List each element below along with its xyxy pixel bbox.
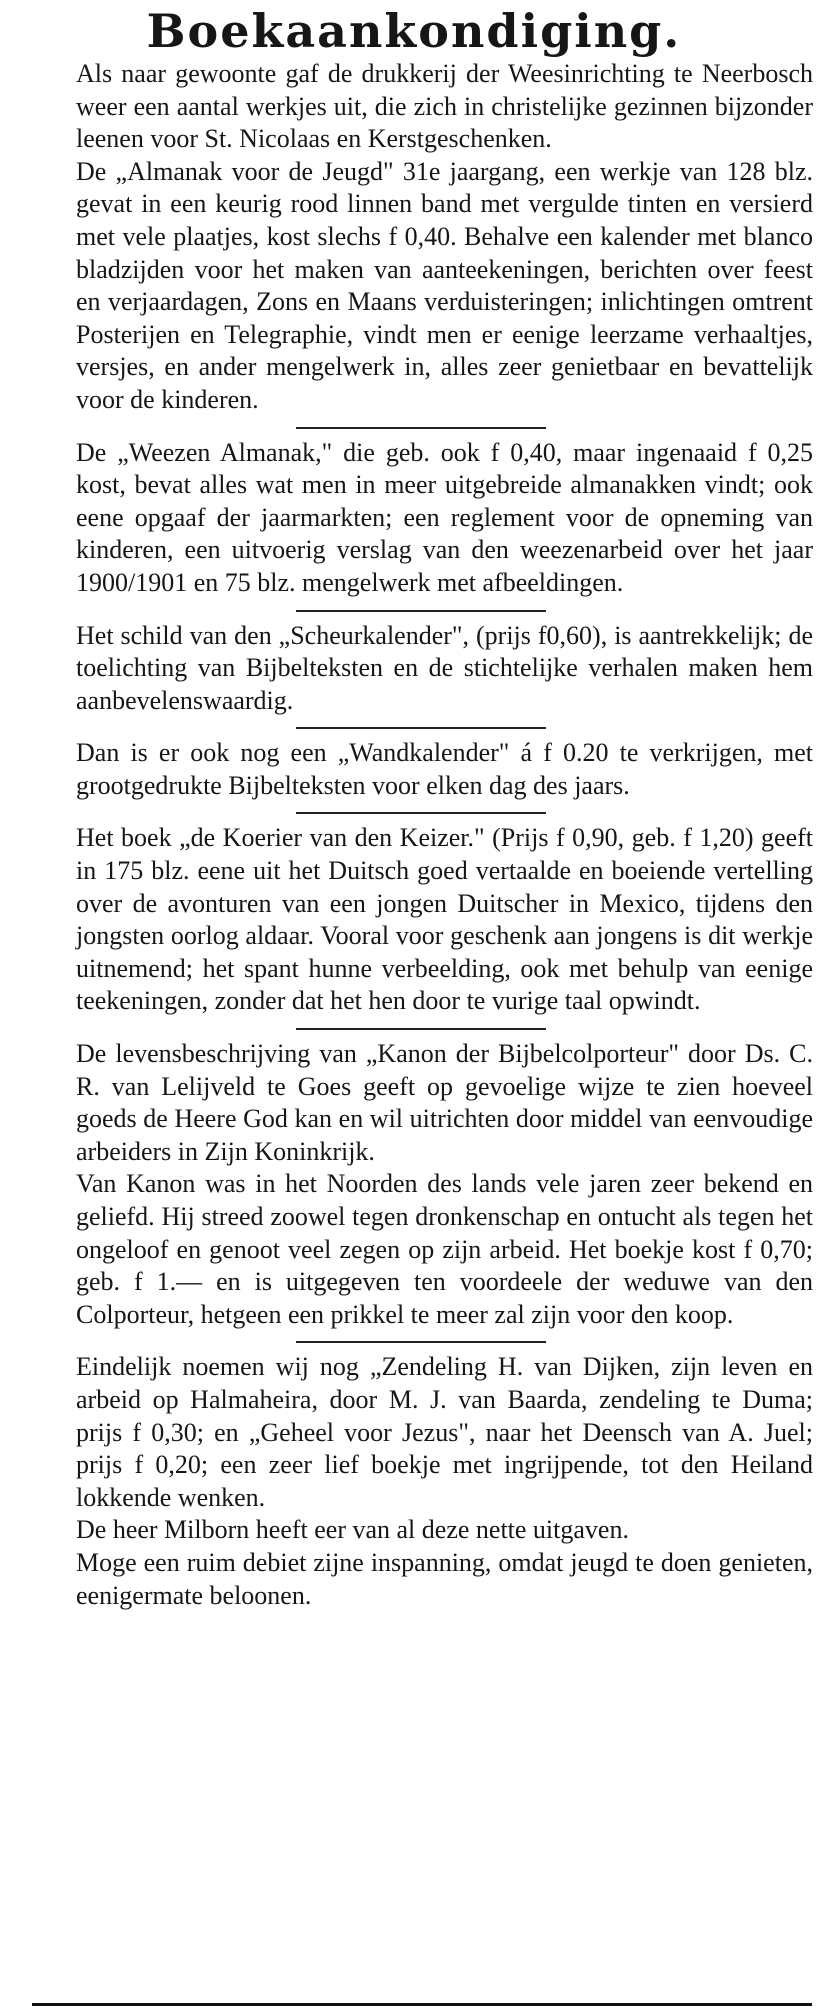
paragraph-wandkalender: Dan is er ook nog een „Wandkalender" á f 0.20 te verkrijgen, met grootgedrukte Bijbelteksten voor elken dag des jaars.	[76, 738, 813, 800]
section-divider	[296, 1341, 546, 1343]
paragraph-koerier: Het boek „de Koerier van den Keizer." (Prijs f 0,90, geb. f 1,20) geeft in 175 blz. eene uit het Duitsch goed vertaalde en boeiende vertelling over de avonturen van een jongen Duitscher in Mexico, tijdens den jongsten oorlog aldaar. Vooral voor geschenk aan jongens is dit werkje uitnemend; het spant hunne verbeelding, ook met behulp van eenige teekeningen, zonder dat het hen door te vurige taal opwindt.	[76, 823, 813, 1016]
paragraph-kanon-detail: Van Kanon was in het Noorden des lands vele jaren zeer bekend en geliefd. Hij streed zoowel tegen dronkenschap en ontucht als tegen het ongeloof en genoot veel zegen op zijn arbeid. Het boekje kost f 0,70; geb. f 1.— en is uitgegeven ten voordeele der weduwe van den Colporteur, hetgeen een prikkel te meer zal zijn voor den koop.	[76, 1169, 813, 1329]
paragraph-kanon: De levensbeschrijving van „Kanon der Bijbelcolporteur" door Ds. C. R. van Lelijveld te Goes geeft op gevoelige wijze te zien hoeveel goeds de Heere God kan en wil uitrichten door middel van eenvoudige arbeiders in Zijn Koninkrijk.	[76, 1039, 813, 1166]
paragraph-intro: Als naar gewoonte gaf de drukkerij der Weesinrichting te Neerbosch weer een aantal werkjes uit, die zich in christelijke gezinnen bijzonder leenen voor St. Nicolaas en Kerstgeschenken.	[76, 59, 813, 154]
section-divider	[296, 427, 546, 429]
paragraph-weezen-almanak: De „Weezen Almanak," die geb. ook f 0,40, maar ingenaaid f 0,25 kost, bevat alles wat men in meer uitgebreide almanakken vindt; ook eene opgaaf der jaarmarkten; een reglement voor de opneming van kinderen, een uitvoerig verslag van den weezenarbeid over het jaar 1900/1901 en 75 blz. mengelwerk met afbeeldingen.	[76, 437, 813, 597]
section-divider	[296, 610, 546, 612]
paragraph-scheurkalender: Het schild van den „Scheurkalender", (prijs f0,60), is aantrekkelijk; de toelichting van Bijbelteksten en de stichtelijke verhalen maken hem aanbevelenswaardig.	[76, 620, 813, 715]
paragraph-zendeling: Eindelijk noemen wij nog „Zendeling H. van Dijken, zijn leven en arbeid op Halmaheira, door M. J. van Baarda, zendeling te Duma; prijs f 0,30; en „Geheel voor Jezus", naar het Deensch van A. Juel; prijs f 0,20; een zeer lief boekje met ingrijpende, tot den Heiland lokkende wenken.	[76, 1352, 813, 1512]
end-rule	[32, 2003, 812, 2006]
section-divider	[296, 727, 546, 729]
section-divider	[296, 1028, 546, 1030]
article-body	[28, 58, 813, 1612]
article-title: Boekaankondiging.	[146, 4, 682, 58]
paragraph-almanak-jeugd: De „Almanak voor de Jeugd" 31e jaargang, een werkje van 128 blz. gevat in een keurig rood linnen band met vergulde tinten en versierd met vele plaatjes, kost slechs f 0,40. Behalve een kalender met blanco bladzijden voor het maken van aanteekeningen, berichten over feest en verjaardagen, Zons en Maans verduisteringen; inlichtingen omtrent Posterijen en Telegraphie, vindt men er eenige leerzame verhaaltjes, versjes, en ander mengelwerk in, alles zeer genietbaar en bevattelijk voor de kinderen.	[76, 156, 813, 414]
section-divider	[296, 812, 546, 814]
paragraph-milborn: De heer Milborn heeft eer van al deze nette uitgaven.	[76, 1515, 629, 1545]
paragraph-closing: Moge een ruim debiet zijne inspanning, omdat jeugd te doen genieten, eenigermate beloonen.	[76, 1547, 813, 1610]
